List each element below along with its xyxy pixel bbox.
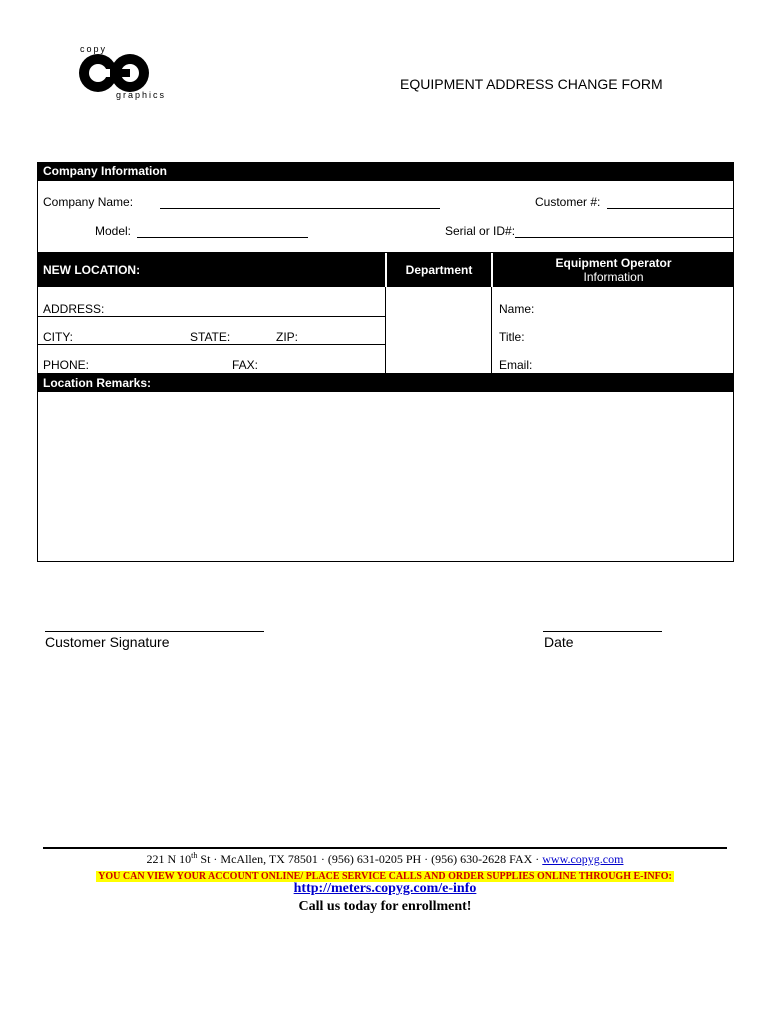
footer-address-part1: 221 N 10 bbox=[146, 852, 192, 866]
logo-top-text: copy bbox=[80, 44, 108, 54]
footer-address bbox=[0, 851, 770, 867]
form-title: EQUIPMENT ADDRESS CHANGE FORM bbox=[400, 76, 663, 92]
operator-header-line1: Equipment Operator bbox=[555, 256, 672, 270]
address-field[interactable] bbox=[37, 316, 385, 317]
footer-call-text: Call us today for enrollment! bbox=[298, 899, 472, 914]
department-left-border bbox=[385, 287, 386, 373]
department-header-text: Department bbox=[405, 263, 473, 277]
customer-number-field[interactable] bbox=[607, 208, 733, 209]
department-header bbox=[387, 253, 491, 287]
model-field[interactable] bbox=[137, 237, 308, 238]
customer-number-label: Customer #: bbox=[535, 195, 601, 209]
company-name-field[interactable] bbox=[160, 208, 440, 209]
date-label: Date bbox=[544, 634, 574, 650]
website-link[interactable]: www.copyg.com bbox=[542, 852, 624, 866]
footer-notice: YOU CAN VIEW YOUR ACCOUNT ONLINE/ PLACE SERVICE CALLS AND ORDER SUPPLIES ONLINE THROUGH E-INFO: bbox=[98, 871, 672, 882]
operator-header-line2: Information bbox=[583, 270, 644, 284]
form-right-border bbox=[733, 181, 734, 562]
serial-label: Serial or ID#: bbox=[445, 224, 516, 238]
fax-label: FAX: bbox=[232, 358, 259, 372]
footer-address-sup: th bbox=[191, 851, 198, 860]
zip-label: ZIP: bbox=[276, 330, 299, 344]
company-info-header-text: Company Information bbox=[43, 164, 168, 178]
form-bottom-border bbox=[37, 561, 734, 562]
operator-email-label: Email: bbox=[499, 358, 533, 372]
phone-label: PHONE: bbox=[43, 358, 90, 372]
model-label: Model: bbox=[95, 224, 132, 238]
logo-mark-icon bbox=[76, 52, 156, 94]
city-state-zip-field[interactable] bbox=[37, 344, 385, 345]
customer-signature-field[interactable] bbox=[45, 631, 264, 632]
operator-info-header bbox=[493, 253, 734, 287]
einfo-link[interactable]: http://meters.copyg.com/e-info bbox=[293, 881, 477, 896]
serial-field[interactable] bbox=[515, 237, 733, 238]
location-remarks-header bbox=[37, 373, 734, 392]
city-label: CITY: bbox=[43, 330, 74, 344]
new-location-header-text: NEW LOCATION: bbox=[43, 263, 141, 277]
date-field[interactable] bbox=[543, 631, 662, 632]
footer-address-part2: St · McAllen, TX 78501 · (956) 631-0205 PH · (956) 630-2628 FAX · bbox=[197, 852, 543, 866]
new-location-header bbox=[37, 253, 385, 287]
location-remarks-field[interactable] bbox=[38, 392, 733, 561]
customer-signature-label: Customer Signature bbox=[45, 634, 170, 650]
department-field[interactable] bbox=[387, 288, 490, 372]
state-label: STATE: bbox=[190, 330, 231, 344]
address-label: ADDRESS: bbox=[43, 302, 105, 316]
einfo-link-wrap bbox=[0, 879, 770, 897]
company-logo bbox=[76, 44, 186, 102]
company-info-header bbox=[37, 162, 734, 181]
operator-title-label: Title: bbox=[499, 330, 525, 344]
company-name-label: Company Name: bbox=[43, 195, 134, 209]
footer-rule bbox=[43, 847, 727, 849]
logo-bottom-text: graphics bbox=[116, 90, 167, 100]
location-remarks-header-text: Location Remarks: bbox=[43, 376, 152, 390]
operator-name-label: Name: bbox=[499, 302, 535, 316]
department-right-border bbox=[491, 287, 492, 373]
